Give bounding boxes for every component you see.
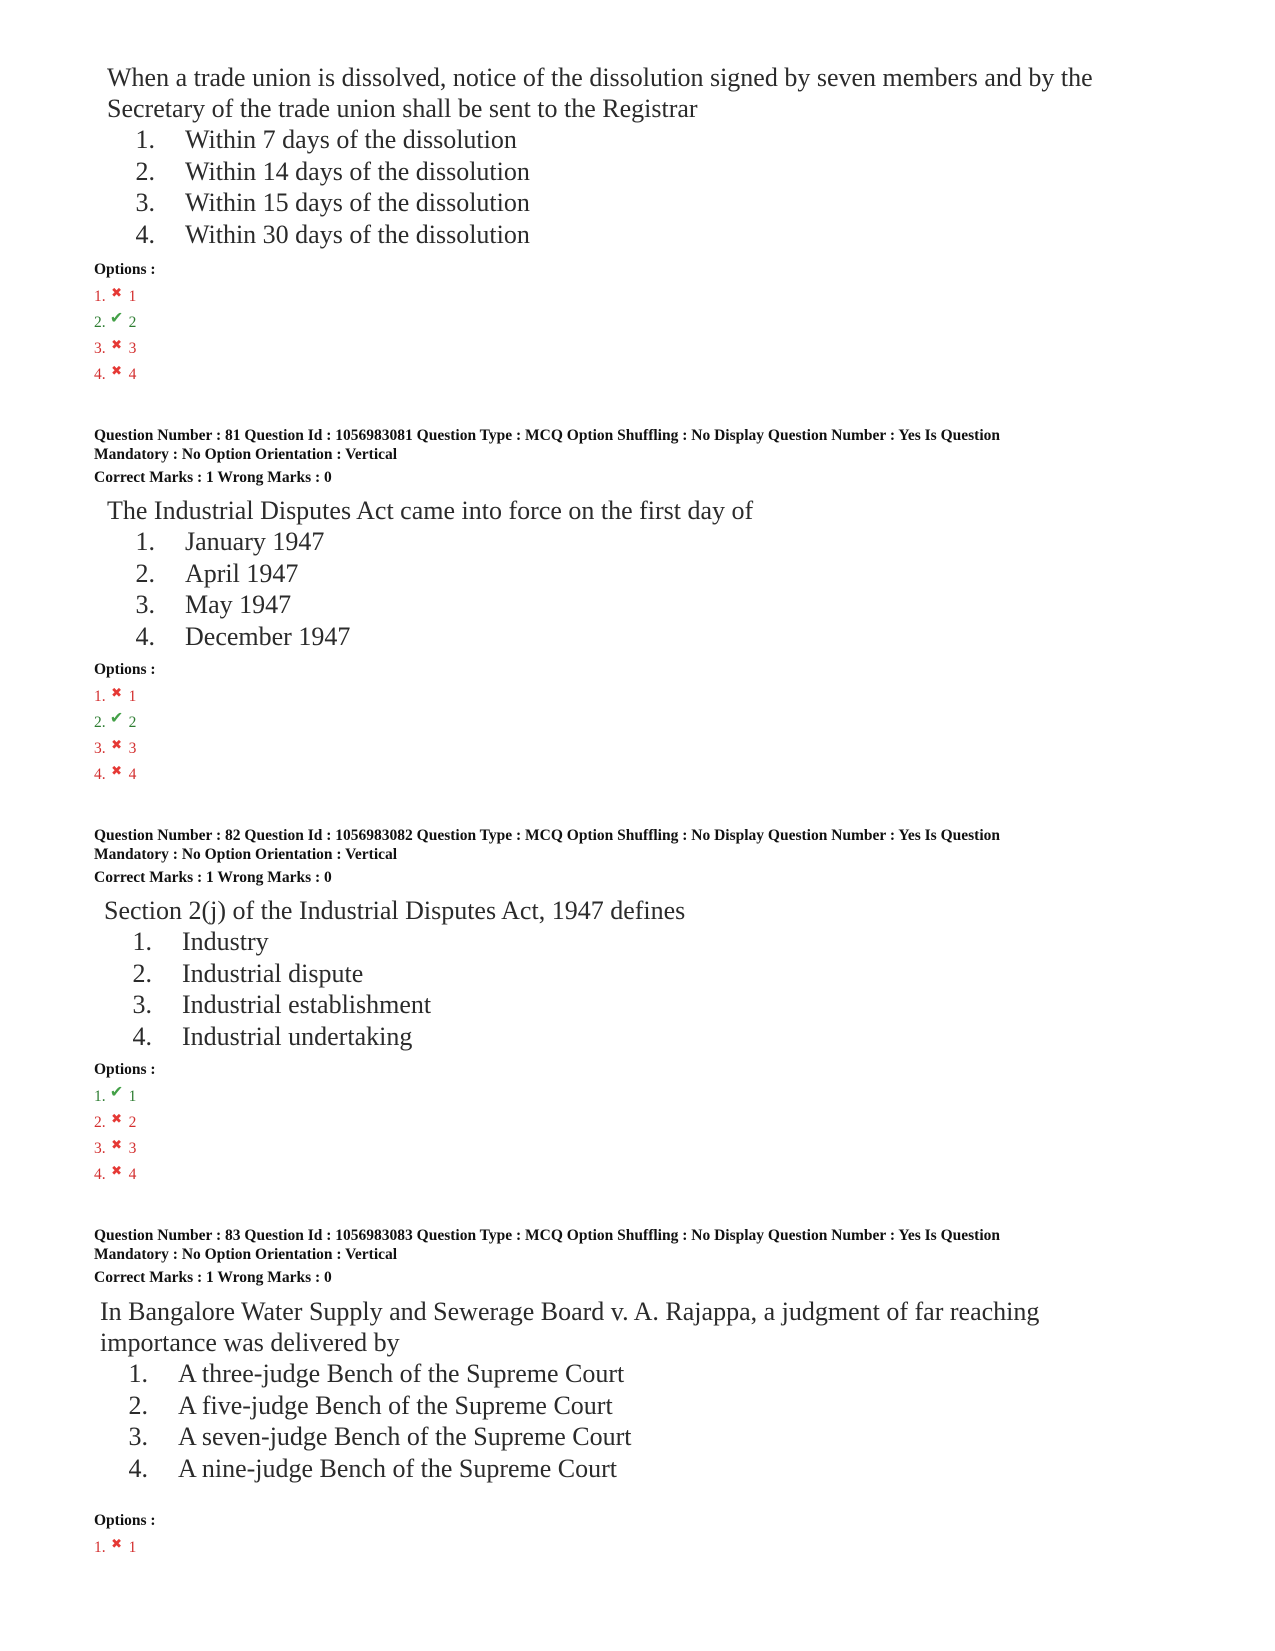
choice-item: 2. April 1947 (135, 558, 299, 588)
options-block (94, 1511, 156, 1561)
meta-line: Mandatory : No Option Orientation : Vertical (94, 446, 398, 463)
option-row: 1. ✖ 1 (94, 684, 156, 710)
option-row: 4. ✖ 4 (94, 1162, 156, 1188)
options-label: Options : (94, 261, 156, 278)
option-row: 2. ✖ 2 (94, 1110, 156, 1136)
question-stem (104, 895, 1164, 1052)
question-text: When a trade union is dissolved, notice of the dissolution signed by seven members and by the Secretary of the trade union shall be sent to the Registrar (107, 63, 1093, 123)
question-text: Section 2(j) of the Industrial Disputes Act, 1947 defines (104, 896, 686, 925)
option-row: 2. ✔ 2 (94, 710, 156, 736)
question-text: In Bangalore Water Supply and Sewerage Board v. A. Rajappa, a judgment of far reaching importance was delivered by (100, 1297, 1040, 1357)
question-stem (100, 1296, 1160, 1484)
choice-item: 4. December 1947 (135, 621, 351, 651)
options-block (94, 660, 156, 788)
cross-icon: ✖ (111, 1536, 123, 1551)
question-meta (94, 1226, 1194, 1287)
meta-line: Mandatory : No Option Orientation : Vertical (94, 846, 398, 863)
cross-icon: ✖ (111, 363, 123, 378)
choice-item: 4. Industrial undertaking (132, 1021, 413, 1051)
meta-line: Question Number : 82 Question Id : 1056983082 Question Type : MCQ Option Shuffling : No Display Question Number : Yes Is Question (94, 827, 1000, 844)
meta-line: Question Number : 81 Question Id : 1056983081 Question Type : MCQ Option Shuffling : No Display Question Number : Yes Is Question (94, 427, 1000, 444)
choice-item: 3. Industrial establishment (132, 990, 432, 1020)
question-text: The Industrial Disputes Act came into force on the first day of (107, 496, 754, 525)
marks-line: Correct Marks : 1 Wrong Marks : 0 (94, 469, 332, 486)
choice-item: 1. Within 7 days of the dissolution (135, 125, 517, 155)
question-meta (94, 426, 1194, 487)
meta-line: Mandatory : No Option Orientation : Vertical (94, 1246, 398, 1263)
cross-icon: ✖ (111, 1137, 123, 1152)
option-row: 3. ✖ 3 (94, 1136, 156, 1162)
options-block (94, 260, 156, 388)
choice-list (107, 526, 1167, 652)
cross-icon: ✖ (111, 1163, 123, 1178)
option-row: 1. ✖ 1 (94, 284, 156, 310)
meta-line: Question Number : 83 Question Id : 1056983083 Question Type : MCQ Option Shuffling : No Display Question Number : Yes Is Question (94, 1227, 1000, 1244)
choice-item: 4. A nine-judge Bench of the Supreme Court (128, 1453, 618, 1483)
question-meta (94, 826, 1194, 887)
check-icon: ✔ (109, 310, 124, 327)
option-row: 1. ✔ 1 (94, 1084, 156, 1110)
choice-item: 3. Within 15 days of the dissolution (135, 188, 530, 218)
cross-icon: ✖ (111, 1111, 123, 1126)
choice-item: 2. A five-judge Bench of the Supreme Court (128, 1390, 613, 1420)
option-row: 2. ✔ 2 (94, 310, 156, 336)
options-label: Options : (94, 1512, 156, 1529)
cross-icon: ✖ (111, 763, 123, 778)
check-icon: ✔ (109, 1084, 124, 1101)
choice-list (104, 926, 1164, 1052)
options-label: Options : (94, 661, 156, 678)
choice-item: 3. May 1947 (135, 590, 292, 620)
choice-item: 1. January 1947 (135, 527, 325, 557)
marks-line: Correct Marks : 1 Wrong Marks : 0 (94, 869, 332, 886)
cross-icon: ✖ (111, 737, 123, 752)
question-stem (107, 495, 1167, 652)
options-block (94, 1060, 156, 1188)
choice-item: 1. Industry (132, 927, 269, 957)
marks-line: Correct Marks : 1 Wrong Marks : 0 (94, 1269, 332, 1286)
option-row: 1. ✖ 1 (94, 1535, 156, 1561)
cross-icon: ✖ (111, 285, 123, 300)
cross-icon: ✖ (111, 685, 123, 700)
option-row: 3. ✖ 3 (94, 336, 156, 362)
choice-item: 2. Within 14 days of the dissolution (135, 156, 530, 186)
options-label: Options : (94, 1061, 156, 1078)
choice-item: 2. Industrial dispute (132, 958, 364, 988)
option-row: 4. ✖ 4 (94, 362, 156, 388)
option-row: 4. ✖ 4 (94, 762, 156, 788)
check-icon: ✔ (109, 710, 124, 727)
choice-item: 4. Within 30 days of the dissolution (135, 219, 530, 249)
choice-item: 3. A seven-judge Bench of the Supreme Court (128, 1422, 632, 1452)
option-row: 3. ✖ 3 (94, 736, 156, 762)
choice-list (107, 124, 1167, 250)
choice-list (100, 1358, 1160, 1484)
question-stem (107, 62, 1167, 250)
cross-icon: ✖ (111, 337, 123, 352)
choice-item: 1. A three-judge Bench of the Supreme Court (128, 1359, 625, 1389)
